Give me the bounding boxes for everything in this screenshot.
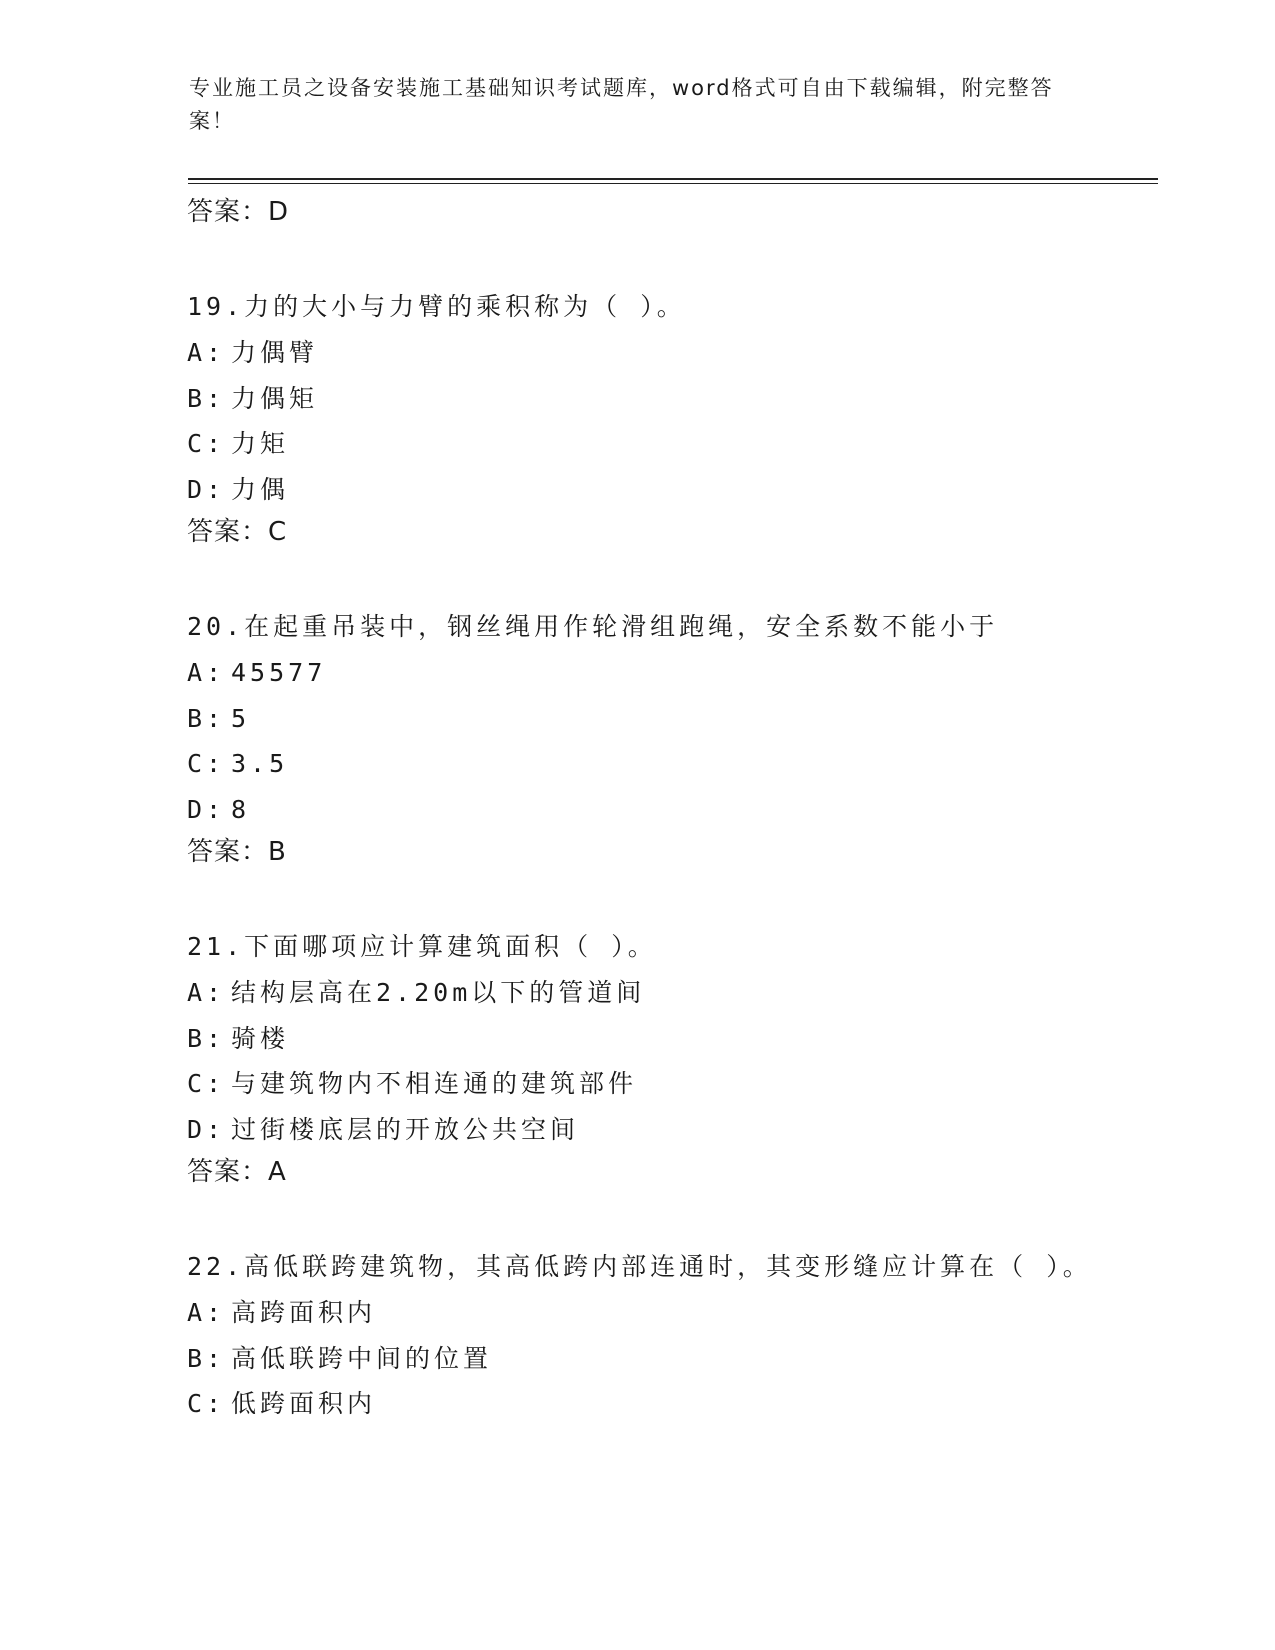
option-d	[187, 467, 1147, 513]
question-21: 21.下面哪项应计算建筑面积（ ）。	[187, 932, 657, 961]
option-c	[187, 741, 1147, 787]
question-20: 20.在起重吊装中，钢丝绳用作轮滑组跑绳，安全系数不能小于	[187, 612, 999, 641]
option-key: B:	[187, 1023, 226, 1053]
option-a	[187, 1290, 1147, 1336]
answer-text: 答案：B	[187, 837, 287, 867]
option-text: 高跨面积内	[231, 1298, 377, 1327]
option-c	[187, 1061, 1147, 1107]
option-b	[187, 1016, 1147, 1062]
answer-text: 答案：D	[187, 197, 290, 227]
option-key: A:	[187, 338, 226, 367]
header-divider	[188, 178, 1158, 180]
header-divider-thin	[188, 183, 1158, 184]
option-key: D:	[187, 794, 226, 824]
page-header: 专业施工员之设备安装施工基础知识考试题库，word格式可自由下载编辑，附完整答案！	[189, 76, 1054, 133]
option-b	[187, 376, 1147, 422]
option-d	[187, 787, 1147, 833]
answer-text: 答案：C	[187, 517, 288, 547]
option-d	[187, 1107, 1147, 1153]
option-key: C:	[187, 1389, 226, 1418]
option-key: C:	[187, 749, 226, 778]
option-key: A:	[187, 658, 226, 687]
option-text: 45577	[231, 658, 327, 687]
option-key: B:	[187, 383, 226, 413]
option-key: B:	[187, 703, 226, 733]
option-text: 骑楼	[231, 1023, 290, 1053]
option-text: 力偶	[231, 474, 290, 504]
option-key: A:	[187, 978, 226, 1007]
option-text: 低跨面积内	[231, 1389, 377, 1418]
question-list	[187, 192, 1147, 1427]
option-c	[187, 421, 1147, 467]
question-19: 19.力的大小与力臂的乘积称为（ ）。	[187, 292, 686, 321]
option-text: 5	[231, 703, 251, 733]
block-spacer	[187, 870, 1147, 924]
option-key: A:	[187, 1298, 226, 1327]
block-spacer	[187, 230, 1147, 284]
option-a	[187, 970, 1147, 1016]
option-text: 力偶臂	[231, 338, 319, 367]
option-key: D:	[187, 474, 226, 504]
option-text: 高低联跨中间的位置	[231, 1343, 493, 1373]
option-key: C:	[187, 1069, 226, 1098]
option-key: C:	[187, 429, 226, 458]
option-a	[187, 330, 1147, 376]
option-text: 3.5	[231, 749, 289, 778]
option-text: 过街楼底层的开放公共空间	[231, 1114, 580, 1144]
option-text: 力矩	[231, 429, 290, 458]
option-key: D:	[187, 1114, 226, 1144]
option-key: B:	[187, 1343, 226, 1373]
option-a	[187, 650, 1147, 696]
option-text: 力偶矩	[231, 383, 319, 413]
option-text: 8	[231, 794, 251, 824]
option-b	[187, 1336, 1147, 1382]
block-spacer	[187, 550, 1147, 604]
option-text: 与建筑物内不相连通的建筑部件	[231, 1069, 638, 1098]
block-spacer	[187, 1190, 1147, 1244]
question-22: 22.高低联跨建筑物，其高低跨内部连通时，其变形缝应计算在（ ）。	[187, 1252, 1092, 1281]
option-text: 结构层高在2.20m以下的管道间	[231, 978, 646, 1007]
option-c	[187, 1381, 1147, 1427]
answer-text: 答案：A	[187, 1157, 287, 1187]
option-b	[187, 696, 1147, 742]
